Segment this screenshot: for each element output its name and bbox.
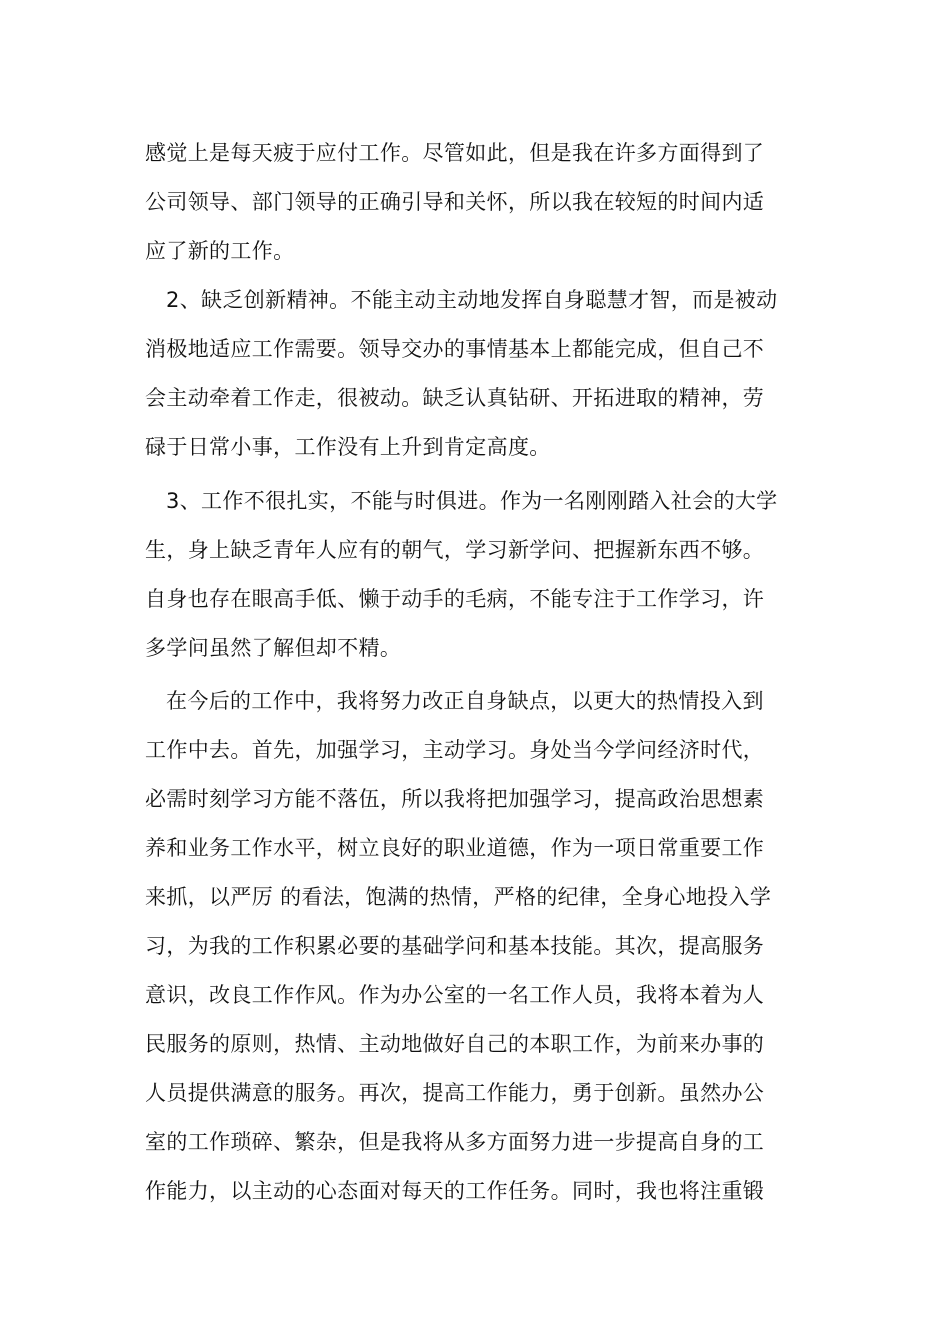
text-line: 碌于日常小事，工作没有上升到肯定高度。 — [145, 435, 551, 459]
text-line: 生，身上缺乏青年人应有的朝气，学习新学问、把握新东西不够。 — [145, 538, 765, 562]
paragraph-3-heading-line: 3、工作不很扎实，不能与时俱进。作为一名刚刚踏入社会的大学 — [166, 489, 778, 513]
text-line: 感觉上是每天疲于应付工作。尽管如此，但是我在许多方面得到了 — [145, 141, 765, 165]
text-line: 来抓，以严厉 的看法，饱满的热情，严格的纪律，全身心地投入学 — [145, 885, 772, 909]
text-line: 民服务的原则，热情、主动地做好自己的本职工作，为前来办事的 — [145, 1032, 765, 1056]
paragraph-2-heading-line: 2、缺乏创新精神。不能主动主动地发挥自身聪慧才智，而是被动 — [166, 288, 778, 312]
text-line: 会主动牵着工作走，很被动。缺乏认真钻研、开拓进取的精神，劳 — [145, 386, 765, 410]
text-line: 养和业务工作水平，树立良好的职业道德，作为一项日常重要工作 — [145, 836, 765, 860]
text-line: 应了新的工作。 — [145, 239, 295, 263]
text-line: 室的工作琐碎、繁杂，但是我将从多方面努力进一步提高自身的工 — [145, 1130, 765, 1154]
text-line: 习，为我的工作积累必要的基础学问和基本技能。其次，提高服务 — [145, 934, 765, 958]
text-line: 自身也存在眼高手低、懒于动手的毛病，不能专注于工作学习，许 — [145, 587, 765, 611]
text-line: 公司领导、部门领导的正确引导和关怀，所以我在较短的时间内适 — [145, 190, 765, 214]
paragraph-4-first-line: 在今后的工作中，我将努力改正自身缺点，以更大的热情投入到 — [166, 689, 764, 713]
text-line: 消极地适应工作需要。领导交办的事情基本上都能完成，但自己不 — [145, 337, 765, 361]
text-line: 多学问虽然了解但却不精。 — [145, 636, 402, 660]
text-line: 意识，改良工作作风。作为办公室的一名工作人员，我将本着为人 — [145, 983, 765, 1007]
text-line: 人员提供满意的服务。再次，提高工作能力，勇于创新。虽然办公 — [145, 1081, 765, 1105]
text-line: 工作中去。首先，加强学习，主动学习。身处当今学问经济时代， — [145, 738, 765, 762]
text-line: 必需时刻学习方能不落伍，所以我将把加强学习，提高政治思想素 — [145, 787, 765, 811]
text-line: 作能力，以主动的心态面对每天的工作任务。同时，我也将注重锻 — [145, 1179, 765, 1203]
